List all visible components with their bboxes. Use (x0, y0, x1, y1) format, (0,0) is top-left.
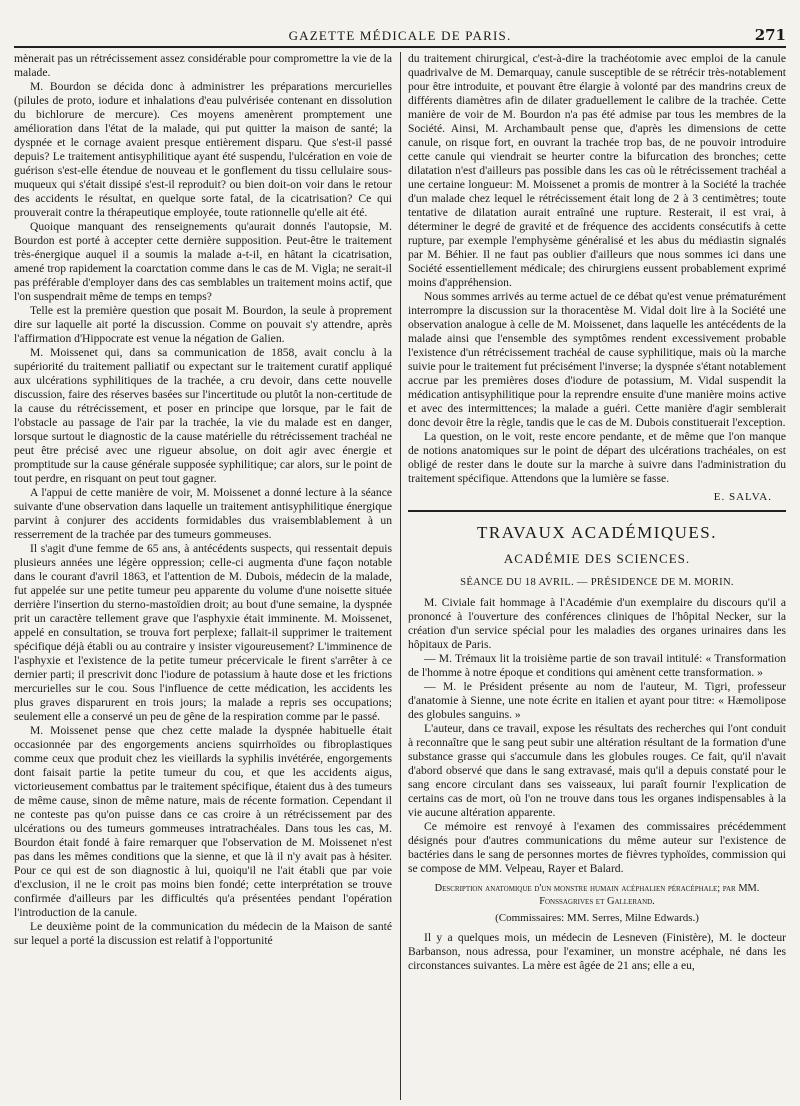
newspaper-page (14, 8, 786, 1100)
description-title: Description anatomique d'un monstre humain acéphalien péracéphale; par MM. Fonssagrives et Gallerand. (434, 883, 760, 907)
paragraph: M. Moissenet pense que chez cette malade la dyspnée habituelle était occasionnée par des engorgements anciens squirrhoïdes ou fibroplastiques comme ceux que produit chez les vieillards la syphilis invétérée, engorgements dont faisait partie la petite tumeur du cou, et que les accidents aigus, victorieusement combattus par le traitement spécifique, étaient dus à des tumeurs de même cause, sinon de même nature, mais de récente formation. Cependant il ne conteste pas qu'on puisse dans ce cas croire à un rétrécissement par des ulcérations ou des tumeurs gommeuses intratrachéales. Dans tous les cas, M. Bourdon était fondé à faire remarquer que l'observation de M. Moissenet n'est pas dans les mêmes conditions que la sienne, et que là il n'y avait pas à hésiter. Pour ce qui est de son diagnostic à lui, quoiqu'il ne l'ait établi que par voie d'exclusion, il ne le croit pas moins bien fondé; cette interprétation se trouve confirmée d'ailleurs par les difficultés qu'a présentées pendant l'opération l'introduction de la canule. (14, 724, 392, 919)
page-header (14, 8, 786, 48)
paragraph: Telle est la première question que posait M. Bourdon, la seule à proprement dire sur laquelle ait porté la discussion. Comme on pouvait s'y attendre, après l'affirmation d'Hippocrate est venue la négation de Galien. (14, 304, 392, 345)
text-columns (14, 52, 786, 1100)
paragraph: Ce mémoire est renvoyé à l'examen des commissaires précédemment désignés pour d'autres communications du même auteur sur l'existence de bactéries dans le sang de personnes mortes de fièvres typhoïdes, commission qui se compose de MM. Velpeau, Rayer et Balard. (408, 820, 786, 875)
column-divider (400, 52, 401, 1100)
seance-line: SÉANCE DU 18 AVRIL. — PRÉSIDENCE DE M. MORIN. (460, 577, 734, 588)
right-column (408, 52, 786, 1100)
paragraph: A l'appui de cette manière de voir, M. Moissenet a donné lecture à la séance suivante d'une observation dans laquelle un traitement antisyphilitique énergique parvint à conjurer des accidents formidables dus vraisemblablement à un resserrement de la trachée par des tumeurs gommeuses. (14, 486, 392, 541)
author-signature: E. SALVA. (713, 491, 772, 503)
paragraph: M. Moissenet qui, dans sa communication de 1858, avait conclu à la supériorité du traitement palliatif ou expectant sur le traitement curatif appliqué aux ulcérations syphilitiques de la trachée, a cru devoir, dans cette nouvelle discussion, faire des réserves basées sur l'incertitude ou plutôt la non-certitude de la cause du rétrécissement, et poser en principe que lorsque, par le fait de l'obstacle au passage de l'air par la trachée, la vie du malade est en danger, lorsque surtout le diagnostic de la cause matérielle du rétrécissement trachéal ne peut être précisé avec une rigueur absolue, on doit agir avec énergie et promptitude sur la cause générale supposée syphilitique; car alors, sur le point de tout perdre, en risquant on peut tout gagner. (14, 346, 392, 485)
page-number: 271 (754, 26, 786, 44)
section-rule (408, 510, 786, 512)
commissaires-line: (Commissaires: MM. Serres, Milne Edwards.) (495, 912, 699, 924)
paragraph: Le deuxième point de la communication du médecin de la Maison de santé sur lequel a porté la discussion est relatif à l'opportunité (14, 920, 392, 947)
section-subtitle: ACADÉMIE DES SCIENCES. (503, 551, 691, 566)
paragraph: L'auteur, dans ce travail, expose les résultats des recherches qui l'ont conduit à reconnaître que le sang peut subir une altération résultant de la formation d'une substance grasse qui s'accumule dans les globules rouges. Ce fait, qu'il n'avait d'abord observé que dans le sang extravasé, mais qu'il a depuis constaté pour le sang encore circulant dans ses vaisseaux, lui paraît fournir l'explication de certains cas de mort, où l'on ne trouve dans tous les organes indispensables à la vie aucune altération apparente. (408, 722, 786, 819)
journal-title: GAZETTE MÉDICALE DE PARIS. (288, 28, 512, 43)
paragraph: Il y a quelques mois, un médecin de Lesneven (Finistère), M. le docteur Barbanson, nous adressa, pour l'examiner, un monstre acéphale, né dans les circonstances suivantes. La mère est âgée de 21 ans; elle a eu, (408, 931, 786, 972)
paragraph: — M. le Président présente au nom de l'auteur, M. Tigri, professeur d'anatomie à Sienne, une note écrite en italien et ayant pour titre: « Hæmolipose des globules sanguins. » (408, 680, 786, 721)
paragraph: Il s'agit d'une femme de 65 ans, à antécédents suspects, qui ressentait depuis plusieurs années une légère oppression; celle-ci augmenta d'une façon notable dans le courant d'avril 1863, et l'attention de M. Dubois, médecin de la malade, fut appelée sur une petite tumeur peu apparente du volume d'une noisette située derrière l'insertion du sterno-mastoïdien droit; au bout d'une semaine, la dyspnée prit un caractère tellement grave que l'asphyxie était imminente. M. Moissenet, appelé en consultation, se trouva fort perplexe; fallait-il supprimer le traitement spécifique déjà établi ou au contraire y insister vigoureusement? L'imminence de l'asphyxie et l'existence de la petite tumeur précervicale le firent s'arrêter à ce dernier parti; il prescrivit donc l'iodure de potassium à haute dose et les frictions mercurielles sur le cou. Sous l'influence de cette médication, les accidents les plus graves disparurent en trois jours; la malade a repris ses occupations; seulement elle a conservé un peu de gêne de la respiration comme par le passé. (14, 542, 392, 723)
paragraph: mènerait pas un rétrécissement assez considérable pour compromettre la vie de la malade. (14, 52, 392, 79)
left-column (14, 52, 392, 1100)
section-title: TRAVAUX ACADÉMIQUES. (476, 523, 717, 542)
paragraph: Quoique manquant des renseignements qu'aurait donnés l'autopsie, M. Bourdon est porté à accepter cette dernière supposition. Peut-être le traitement très-énergique auquel il a soumis la malade a-t-il, en hâtant la cicatrisation, amené trop rapidement la coarctation comme dans le cas de M. Vigla; ne serait-il pas préférable d'employer dans des cas semblables un traitement moins actif, que l'on suspendrait même de temps en temps? (14, 220, 392, 303)
paragraph: M. Civiale fait hommage à l'Académie d'un exemplaire du discours qu'il a prononcé à l'ouverture des conférences cliniques de l'hôpital Necker, sur la création d'un service spécial pour les maladies des organes urinaires dans les hôpitaux de Paris. (408, 596, 786, 651)
paragraph: M. Bourdon se décida donc à administrer les préparations mercurielles (pilules de proto, iodure et inhalations d'eau pulvérisée contenant en dissolution du bichlorure de mercure). Ces moyens amenèrent promptement une amélioration dans l'état de la malade, qui put quitter la maison de santé; la dyspnée et le cornage avaient presque entièrement disparu. Que s'est-il passé depuis? Le traitement antisyphilitique ayant été suspendu, l'ulcération en voie de guérison s'est-elle étendue de nouveau et le gonflement du tissu cellulaire sous-muqueux qui s'était dissipé s'est-il reproduit? ou bien doit-on voir dans le retour des accidents le résultat, en quelque sorte fatal, de la cicatrisation? Ce qui prouverait contre la thérapeutique employée, toute rationnelle qu'elle ait été. (14, 80, 392, 219)
paragraph: du traitement chirurgical, c'est-à-dire la trachéotomie avec emploi de la canule quadrivalve de M. Demarquay, canule susceptible de se rétrécir très-notablement pour être introduite, et pouvant être élargie à volonté par des mandrins creux de différents diamètres afin de dilater graduellement le calibre de la trachée. Cette manière de voir de M. Bourdon n'a pas été admise par tous les membres de la Société. Ainsi, M. Archambault pense que, d'après les dimensions de cette canule, on risque fort, en ouvrant la trachée trop bas, de ne pouvoir introduire cette canule qui viendrait se heurter contre la bifurcation des bronches; cette dilatation n'est d'ailleurs pas possible dans les cas où le rétrécissement trachéal a une certaine longueur: M. Moissenet a promis de montrer à la Société la trachée d'un malade chez lequel le rétrécissement était long de 2 à 3 centimètres; toute tentative de dilatation aurait entraîné une rupture. Resterait, il est vrai, à déterminer le degré de gravité et de fréquence des accidents consécutifs à cette rupture, par exemple l'emphysème généralisé et les abus du médiastin signalés par M. Béhier. Il ne faut pas oublier d'ailleurs que nous sommes ici dans une Société essentiellement médicale; des chirurgiens eussent probablement exprimé moins d'appréhension. (408, 52, 786, 289)
paragraph: — M. Trémaux lit la troisième partie de son travail intitulé: « Transformation de l'homme à notre époque et conditions qui amènent cette transformation. » (408, 652, 786, 679)
paragraph: La question, on le voit, reste encore pendante, et de même que l'on manque de notions anatomiques sur le point de départ des ulcérations trachéales, on est obligé de rester dans le doute sur la marche à suivre dans l'administration du traitement spécifique. Attendons que la lumière se fasse. (408, 430, 786, 485)
paragraph: Nous sommes arrivés au terme actuel de ce débat qu'est venue prématurément interrompre la discussion sur la thoracentèse M. Vidal doit lire à la Société une observation analogue à celle de M. Moissenet, dans laquelle les antécédents de la malade ainsi que l'ensemble des symptômes rendent excessivement probable l'existence d'un rétrécissement trachéal de cause syphilitique, mais où la marche suivie pour le traitement fut précisément l'inverse; la dyspnée s'étant notablement accrue par les premières doses d'iodure de potassium, M. Vidal suspendit la médication antisyphilitique pour la reprendre ensuite d'une manière moins active et avec des intermittences; la malade a guéri. Cette manière d'agir semblerait donc devoir être la règle, tandis que le cas de M. Dubois constituerait l'exception. (408, 290, 786, 429)
